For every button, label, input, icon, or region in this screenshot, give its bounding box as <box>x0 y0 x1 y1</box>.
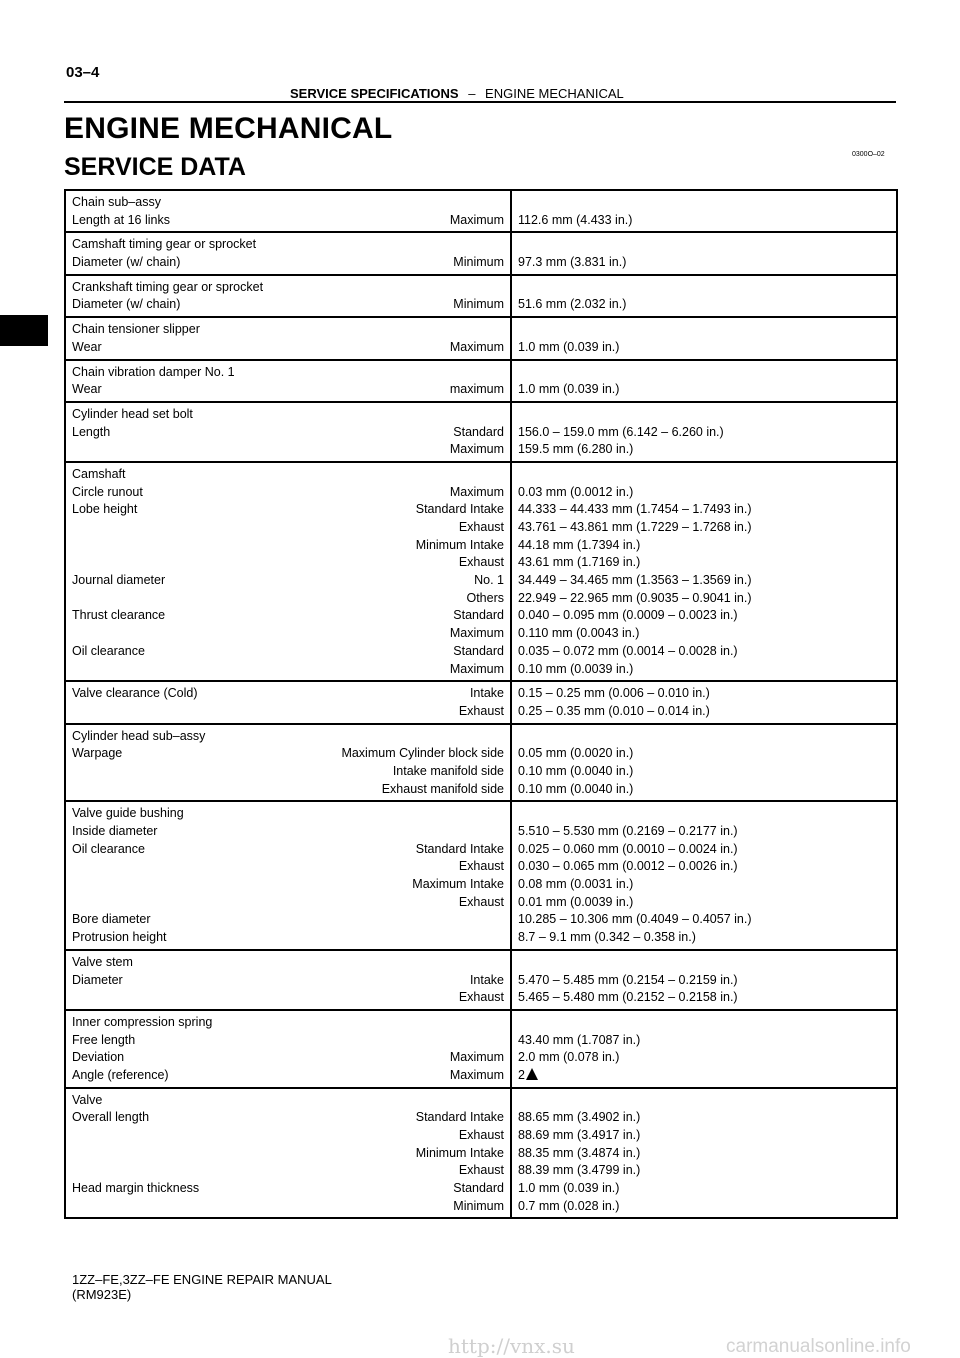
spec-item-line <box>72 1067 504 1085</box>
spec-value <box>518 1127 890 1145</box>
spec-value-text: 0.110 mm (0.0043 in.) <box>518 626 640 641</box>
spec-item-label: Crankshaft timing gear or sprocket <box>72 279 264 294</box>
spec-value-text: 44.18 mm (1.7394 in.) <box>518 537 641 552</box>
spec-item-cell <box>65 681 511 723</box>
spec-value-text: 43.761 – 43.861 mm (1.7229 – 1.7268 in.) <box>518 520 752 534</box>
spec-item-label: Valve guide bushing <box>72 806 184 821</box>
spec-value-text: 0.08 mm (0.0031 in.) <box>518 877 634 892</box>
spec-item-label: Valve <box>72 1092 103 1107</box>
spec-item-line <box>72 823 504 841</box>
spec-item-line <box>72 989 504 1007</box>
spec-item-line <box>72 1127 504 1145</box>
spec-value <box>518 590 890 608</box>
spec-value <box>518 607 890 625</box>
spec-value-text: 0.10 mm (0.0040 in.) <box>518 781 634 796</box>
spec-value-text: 34.449 – 34.465 mm (1.3563 – 1.3569 in.) <box>518 573 752 588</box>
spec-value-text: 0.10 mm (0.0040 in.) <box>518 763 634 778</box>
spec-item-qualifier: Minimum Intake <box>415 537 504 552</box>
spec-value-text: 44.333 – 44.433 mm (1.7454 – 1.7493 in.) <box>518 502 752 517</box>
spec-value-text: 0.040 – 0.095 mm (0.0009 – 0.0023 in.) <box>518 608 738 623</box>
spec-value <box>518 876 890 894</box>
spec-item-label: Lobe height <box>72 502 138 517</box>
spec-item-line <box>72 841 504 859</box>
spec-item-line <box>72 279 504 297</box>
spec-value-cell <box>511 402 897 462</box>
spec-item-line <box>72 194 504 212</box>
spec-value-cell <box>511 724 897 802</box>
spec-value <box>518 279 890 297</box>
spec-row <box>65 462 897 681</box>
spec-value <box>518 364 890 382</box>
spec-item-line <box>72 661 504 679</box>
spec-item-line <box>72 501 504 519</box>
spec-value <box>518 954 890 972</box>
spec-row <box>65 275 897 317</box>
spec-item-line <box>72 1109 504 1127</box>
spec-item-line <box>72 954 504 972</box>
spec-value-cell <box>511 317 897 359</box>
spec-row <box>65 681 897 723</box>
spec-item-qualifier: Maximum <box>449 626 504 641</box>
spec-value-text: 1.0 mm (0.039 in.) <box>518 382 620 397</box>
spec-row <box>65 317 897 359</box>
spec-item-label: Oil clearance <box>72 643 145 658</box>
spec-item-label: Wear <box>72 339 102 354</box>
spec-item-label: Length at 16 links <box>72 212 170 227</box>
spec-item-line <box>72 643 504 661</box>
spec-value <box>518 728 890 746</box>
spec-item-qualifier: Standard <box>453 608 504 623</box>
spec-item-cell <box>65 1088 511 1219</box>
spec-value <box>518 1198 890 1216</box>
header-section: SERVICE SPECIFICATIONS <box>290 86 459 101</box>
spec-value <box>518 381 890 399</box>
spec-value-text: 0.7 mm (0.028 in.) <box>518 1198 620 1213</box>
spec-item-line <box>72 805 504 823</box>
spec-row <box>65 232 897 274</box>
spec-value <box>518 1162 890 1180</box>
spec-value <box>518 296 890 314</box>
spec-value-text: 0.01 mm (0.0039 in.) <box>518 894 634 909</box>
spec-item-label: Circle runout <box>72 484 143 499</box>
running-header <box>290 86 624 101</box>
spec-item-line <box>72 1092 504 1110</box>
spec-item-line <box>72 321 504 339</box>
spec-value-cell <box>511 360 897 402</box>
spec-row <box>65 402 897 462</box>
spec-item-qualifier: Intake manifold side <box>392 763 504 778</box>
spec-value <box>518 519 890 537</box>
spec-item-qualifier: Exhaust <box>458 859 504 874</box>
spec-item-qualifier: Maximum <box>449 484 504 499</box>
spec-value <box>518 254 890 272</box>
spec-item-qualifier: Standard Intake <box>415 502 504 517</box>
spec-value <box>518 911 890 929</box>
spec-item-qualifier: Exhaust <box>458 520 504 534</box>
spec-value-text: 159.5 mm (6.280 in.) <box>518 442 634 457</box>
spec-item-cell <box>65 360 511 402</box>
spec-item-line <box>72 519 504 537</box>
spec-item-label: Diameter (w/ chain) <box>72 297 181 312</box>
header-separator: – <box>468 86 476 101</box>
spec-item-line <box>72 484 504 502</box>
spec-value-text: 112.6 mm (4.433 in.) <box>518 212 633 227</box>
spec-item-qualifier: Standard Intake <box>415 1110 504 1125</box>
spec-value <box>518 321 890 339</box>
spec-value-text: 5.470 – 5.485 mm (0.2154 – 0.2159 in.) <box>518 972 738 987</box>
spec-item-qualifier: Maximum Cylinder block side <box>341 746 504 761</box>
watermark-site: carmanualsonline.info <box>726 1336 911 1357</box>
spec-item-line <box>72 1198 504 1216</box>
spec-item-label: Journal diameter <box>72 573 166 588</box>
spec-item-line <box>72 728 504 746</box>
spec-value <box>518 989 890 1007</box>
spec-value <box>518 1109 890 1127</box>
header-subsection: ENGINE MECHANICAL <box>485 86 624 101</box>
spec-item-label: Diameter <box>72 972 123 987</box>
spec-item-label: Head margin thickness <box>72 1181 200 1196</box>
spec-item-label: Valve clearance (Cold) <box>72 686 198 701</box>
spec-item-label: Inside diameter <box>72 824 158 838</box>
spec-value <box>518 841 890 859</box>
spec-item-qualifier: Minimum Intake <box>415 1145 504 1160</box>
spec-item-line <box>72 1145 504 1163</box>
spec-value <box>518 441 890 459</box>
spec-item-label: Angle (reference) <box>72 1067 169 1082</box>
spec-value-text: 0.035 – 0.072 mm (0.0014 – 0.0028 in.) <box>518 643 738 658</box>
spec-item-label: Wear <box>72 382 102 397</box>
spec-value <box>518 1014 890 1032</box>
spec-value <box>518 554 890 572</box>
spec-item-line <box>72 236 504 254</box>
spec-value <box>518 929 890 947</box>
spec-row <box>65 1088 897 1219</box>
spec-value-text: 0.030 – 0.065 mm (0.0012 – 0.0026 in.) <box>518 859 738 874</box>
spec-item-qualifier: Maximum <box>449 1067 504 1082</box>
spec-item-line <box>72 1162 504 1180</box>
header-rule <box>64 101 896 103</box>
spec-item-line <box>72 911 504 929</box>
spec-item-qualifier: Maximum <box>449 212 504 227</box>
spec-value <box>518 572 890 590</box>
spec-value <box>518 894 890 912</box>
spec-item-label: Bore diameter <box>72 912 151 927</box>
spec-value-text: 10.285 – 10.306 mm (0.4049 – 0.4057 in.) <box>518 912 752 927</box>
spec-item-label: Protrusion height <box>72 930 167 945</box>
spec-item-label: Oil clearance <box>72 841 145 856</box>
spec-item-line <box>72 685 504 703</box>
spec-value <box>518 972 890 990</box>
spec-value <box>518 661 890 679</box>
spec-value-text: 88.65 mm (3.4902 in.) <box>518 1110 641 1125</box>
spec-value <box>518 537 890 555</box>
spec-item-cell <box>65 190 511 232</box>
spec-item-label: Cylinder head sub–assy <box>72 728 206 743</box>
spec-row <box>65 801 897 950</box>
spec-item-label: Inner compression spring <box>72 1014 213 1029</box>
spec-value-cell <box>511 275 897 317</box>
spec-item-qualifier: No. 1 <box>474 573 504 588</box>
spec-row <box>65 724 897 802</box>
spec-item-line <box>72 781 504 799</box>
page-number: 03–4 <box>66 64 100 81</box>
spec-value <box>518 212 890 230</box>
spec-item-label: Overall length <box>72 1110 150 1125</box>
spec-item-qualifier: Minimum <box>453 255 504 270</box>
spec-value-cell <box>511 190 897 232</box>
spec-item-label: Chain vibration damper No. 1 <box>72 364 235 379</box>
spec-item-cell <box>65 1010 511 1088</box>
spec-value-text: 88.39 mm (3.4799 in.) <box>518 1163 641 1178</box>
spec-value <box>518 236 890 254</box>
spec-value <box>518 763 890 781</box>
spec-item-cell <box>65 317 511 359</box>
spec-item-line <box>72 554 504 572</box>
spec-value <box>518 406 890 424</box>
spec-item-line <box>72 254 504 272</box>
spec-item-line <box>72 1049 504 1067</box>
spec-item-qualifier: Intake <box>469 686 504 701</box>
page-title: ENGINE MECHANICAL <box>64 112 393 145</box>
spec-value-text: 97.3 mm (3.831 in.) <box>518 255 627 270</box>
watermark-url[interactable]: http://vnx.su <box>448 1334 575 1358</box>
spec-item-label: Camshaft timing gear or sprocket <box>72 237 257 252</box>
spec-value <box>518 1180 890 1198</box>
spec-value-cell <box>511 232 897 274</box>
spec-value <box>518 858 890 876</box>
document-code: 0300O–02 <box>852 151 885 158</box>
spec-item-line <box>72 625 504 643</box>
spec-value <box>518 745 890 763</box>
spec-value <box>518 625 890 643</box>
spec-value <box>518 1049 890 1067</box>
spec-item-qualifier: Standard <box>453 424 504 439</box>
spec-value <box>518 1145 890 1163</box>
spec-item-cell <box>65 232 511 274</box>
spec-value <box>518 1092 890 1110</box>
footer-manual-line1: 1ZZ–FE,3ZZ–FE ENGINE REPAIR MANUAL <box>72 1272 332 1287</box>
spec-item-line <box>72 763 504 781</box>
spec-value-text: 1.0 mm (0.039 in.) <box>518 339 620 354</box>
spec-item-qualifier: Intake <box>469 972 504 987</box>
spec-value-cell <box>511 681 897 723</box>
spec-item-line <box>72 607 504 625</box>
spec-item-line <box>72 381 504 399</box>
spec-item-line <box>72 703 504 721</box>
spec-item-qualifier: Others <box>466 590 504 605</box>
spec-value-text: 88.35 mm (3.4874 in.) <box>518 1145 641 1160</box>
spec-value-cell <box>511 1010 897 1088</box>
spec-value-text: 0.05 mm (0.0020 in.) <box>518 746 634 761</box>
spec-item-qualifier: Maximum Intake <box>412 877 504 892</box>
spec-item-qualifier: Maximum <box>449 1050 504 1065</box>
spec-item-qualifier: Minimum <box>453 297 504 312</box>
spec-item-qualifier: Standard Intake <box>415 841 504 856</box>
spec-item-line <box>72 1180 504 1198</box>
spec-item-qualifier: Exhaust <box>458 990 504 1005</box>
spec-row <box>65 1010 897 1088</box>
spec-item-qualifier: Maximum <box>449 339 504 354</box>
spec-item-line <box>72 424 504 442</box>
spec-item-line <box>72 537 504 555</box>
spec-item-label: Cylinder head set bolt <box>72 406 193 421</box>
spec-item-line <box>72 441 504 459</box>
spec-item-label: Deviation <box>72 1050 125 1065</box>
spec-value-text: 2 <box>518 1067 525 1082</box>
spec-value <box>518 1032 890 1050</box>
spec-value-text: 0.15 – 0.25 mm (0.006 – 0.010 in.) <box>518 686 710 701</box>
spec-value <box>518 1067 890 1085</box>
spec-item-cell <box>65 402 511 462</box>
spec-item-qualifier: Maximum <box>449 442 504 457</box>
spec-value-text: 43.40 mm (1.7087 in.) <box>518 1032 641 1047</box>
spec-item-qualifier: Exhaust <box>458 703 504 718</box>
spec-item-line <box>72 212 504 230</box>
spec-value-text: 0.10 mm (0.0039 in.) <box>518 661 634 676</box>
section-title: SERVICE DATA <box>64 153 246 181</box>
spec-value-text: 5.465 – 5.480 mm (0.2152 – 0.2158 in.) <box>518 990 738 1005</box>
spec-item-qualifier: maximum <box>449 382 504 397</box>
spec-item-qualifier: Minimum <box>453 1198 504 1213</box>
spec-value <box>518 501 890 519</box>
spec-value <box>518 194 890 212</box>
footer-manual-title <box>72 1272 332 1302</box>
spec-item-cell <box>65 275 511 317</box>
spec-item-qualifier: Maximum <box>449 661 504 676</box>
spec-item-label: Diameter (w/ chain) <box>72 255 181 270</box>
spec-value-cell <box>511 462 897 681</box>
spec-item-line <box>72 466 504 484</box>
spec-value-text: 88.69 mm (3.4917 in.) <box>518 1128 641 1142</box>
spec-value-text: 2.0 mm (0.078 in.) <box>518 1050 620 1065</box>
spec-value-cell <box>511 950 897 1010</box>
spec-row <box>65 190 897 232</box>
spec-value-text: 51.6 mm (2.032 in.) <box>518 297 627 312</box>
spec-item-line <box>72 894 504 912</box>
spec-value <box>518 703 890 721</box>
spec-row <box>65 950 897 1010</box>
spec-value <box>518 643 890 661</box>
spec-value-text: 5.510 – 5.530 mm (0.2169 – 0.2177 in.) <box>518 824 738 838</box>
spec-item-label: Thrust clearance <box>72 608 166 623</box>
spec-item-qualifier: Standard <box>453 1181 504 1196</box>
spec-item-qualifier: Standard <box>453 643 504 658</box>
spec-value <box>518 805 890 823</box>
section-tab-marker <box>0 315 48 346</box>
spec-value-text: 156.0 – 159.0 mm (6.142 – 6.260 in.) <box>518 424 724 439</box>
spec-item-line <box>72 339 504 357</box>
spec-value-text: 0.025 – 0.060 mm (0.0010 – 0.0024 in.) <box>518 841 738 856</box>
spec-item-line <box>72 296 504 314</box>
spec-item-line <box>72 1014 504 1032</box>
spec-value-cell <box>511 801 897 950</box>
spec-item-qualifier: Exhaust <box>458 1128 504 1142</box>
spec-item-line <box>72 745 504 763</box>
spec-item-qualifier: Exhaust <box>458 555 504 570</box>
spec-value-text: 43.61 mm (1.7169 in.) <box>518 555 641 570</box>
spec-item-qualifier: Exhaust manifold side <box>381 781 504 796</box>
spec-item-cell <box>65 950 511 1010</box>
spec-value-text: 22.949 – 22.965 mm (0.9035 – 0.9041 in.) <box>518 590 752 605</box>
spec-item-label: Valve stem <box>72 954 133 969</box>
spec-item-line <box>72 858 504 876</box>
spec-item-label: Camshaft <box>72 466 126 481</box>
spec-item-label: Chain sub–assy <box>72 195 161 209</box>
spec-value <box>518 339 890 357</box>
spec-value-text: 0.03 mm (0.0012 in.) <box>518 484 634 499</box>
spec-item-label: Free length <box>72 1032 136 1047</box>
spec-item-line <box>72 876 504 894</box>
spec-item-label: Chain tensioner slipper <box>72 322 200 337</box>
spec-value-text: 0.25 – 0.35 mm (0.010 – 0.014 in.) <box>518 703 710 718</box>
spec-value <box>518 781 890 799</box>
spec-item-qualifier: Exhaust <box>458 1163 504 1178</box>
spec-item-cell <box>65 801 511 950</box>
spec-item-cell <box>65 462 511 681</box>
spec-value <box>518 424 890 442</box>
spec-value <box>518 484 890 502</box>
spec-item-line <box>72 572 504 590</box>
spec-value-text: 1.0 mm (0.039 in.) <box>518 1181 620 1196</box>
spec-value <box>518 466 890 484</box>
spec-item-line <box>72 406 504 424</box>
spec-value <box>518 823 890 841</box>
spec-item-qualifier: Exhaust <box>458 894 504 909</box>
spec-item-line <box>72 590 504 608</box>
spec-item-line <box>72 972 504 990</box>
spec-item-line <box>72 929 504 947</box>
spec-value-cell <box>511 1088 897 1219</box>
spec-item-line <box>72 1032 504 1050</box>
spec-row <box>65 360 897 402</box>
spec-item-cell <box>65 724 511 802</box>
spec-item-line <box>72 364 504 382</box>
spec-item-label: Warpage <box>72 746 123 761</box>
spec-value-text: 8.7 – 9.1 mm (0.342 – 0.358 in.) <box>518 930 696 945</box>
spec-item-label: Length <box>72 424 111 439</box>
spec-value <box>518 685 890 703</box>
triangle-icon <box>526 1068 538 1080</box>
footer-manual-line2: (RM923E) <box>72 1287 132 1302</box>
service-data-table <box>64 189 898 1219</box>
